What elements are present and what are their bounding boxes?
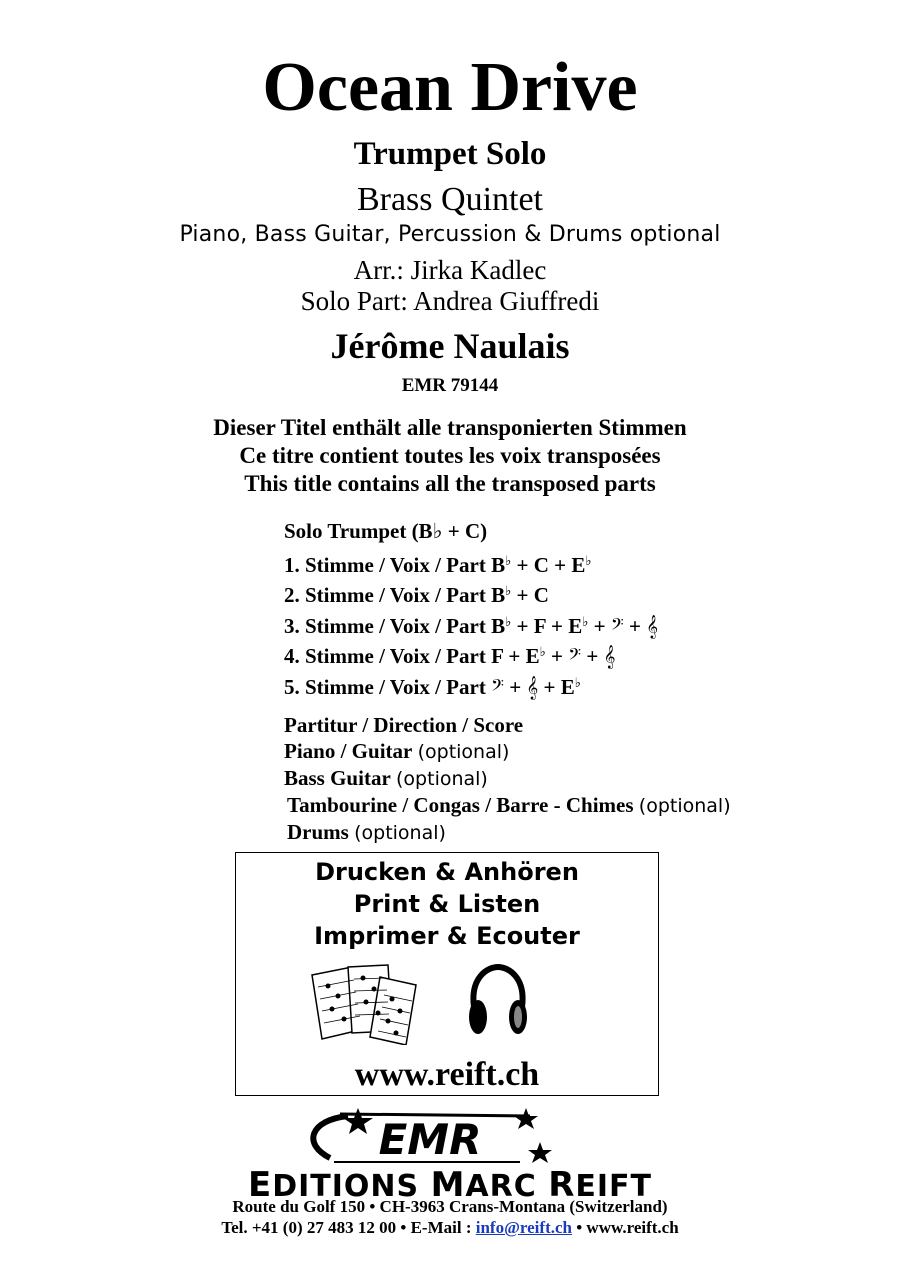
bass-clef-icon: 𝄢: [491, 674, 504, 699]
promo-line-en: Print & Listen: [353, 890, 541, 918]
page-title: Ocean Drive: [262, 49, 638, 126]
solo-part: Solo Part: Andrea Giuffredi: [300, 286, 600, 316]
transposition-note-fr: Ce titre contient toutes les voix transposées: [239, 443, 661, 468]
promo-line-fr: Imprimer & Ecouter: [314, 922, 580, 950]
publisher-contact: Tel. +41 (0) 27 483 12 00 • E-Mail : info@reift.ch • www.reift.ch: [221, 1218, 679, 1237]
logo-text: EMR: [378, 1115, 482, 1164]
part-solo-trumpet: Solo Trumpet (B♭ + C): [284, 519, 488, 543]
treble-clef-icon: 𝄞: [646, 613, 659, 638]
part-5: 5. Stimme / Voix / Part 𝄢 + 𝄞 + E♭: [284, 674, 581, 699]
extra-piano: Piano / Guitar (optional): [284, 739, 510, 763]
part-4: 4. Stimme / Voix / Part F + E♭ + 𝄢 + 𝄞: [284, 644, 616, 668]
part-3: 3. Stimme / Voix / Part B♭ + F + E♭ + 𝄢 + 𝄞: [284, 613, 659, 638]
emr-logo: [300, 1106, 600, 1168]
bass-clef-icon: 𝄢: [568, 644, 582, 668]
extras-list: [284, 712, 731, 846]
bass-clef-icon: 𝄢: [610, 613, 624, 638]
optional-instruments: Piano, Bass Guitar, Percussion & Drums optional: [179, 222, 721, 247]
publisher-address: Route du Golf 150 • CH-3963 Crans-Montana (Switzerland): [232, 1197, 668, 1216]
promo-url[interactable]: www.reift.ch: [354, 1056, 540, 1093]
treble-clef-icon: 𝄞: [526, 674, 539, 699]
sheet-music-icon: [308, 961, 420, 1045]
transposition-note-en: This title contains all the transposed parts: [244, 471, 656, 496]
promo-line-de: Drucken & Anhören: [315, 858, 579, 886]
treble-clef-icon: 𝄞: [603, 644, 616, 668]
ensemble: Brass Quintet: [356, 181, 544, 218]
publisher-name: EDITIONS MARC REIFT: [247, 1165, 653, 1205]
catalog-number: EMR 79144: [401, 375, 499, 396]
parts-list: [284, 516, 658, 699]
part-1: 1. Stimme / Voix / Part B♭ + C + E♭: [284, 552, 592, 577]
extra-bass: Bass Guitar (optional): [284, 766, 488, 790]
composer: Jérôme Naulais: [330, 326, 570, 366]
promo-box: [235, 852, 659, 1096]
extra-drums: Drums (optional): [287, 820, 446, 844]
headphones-icon: [466, 963, 530, 1039]
subtitle: Trumpet Solo: [353, 136, 547, 172]
extra-score: Partitur / Direction / Score: [284, 713, 524, 737]
transposition-note-de: Dieser Titel enthält alle transponierten Stimmen: [213, 415, 687, 440]
part-2: 2. Stimme / Voix / Part B♭ + C: [284, 583, 549, 607]
extra-percussion: Tambourine / Congas / Barre - Chimes (optional): [287, 793, 731, 817]
email-link[interactable]: info@reift.ch: [475, 1218, 572, 1237]
arranger: Arr.: Jirka Kadlec: [353, 255, 547, 285]
